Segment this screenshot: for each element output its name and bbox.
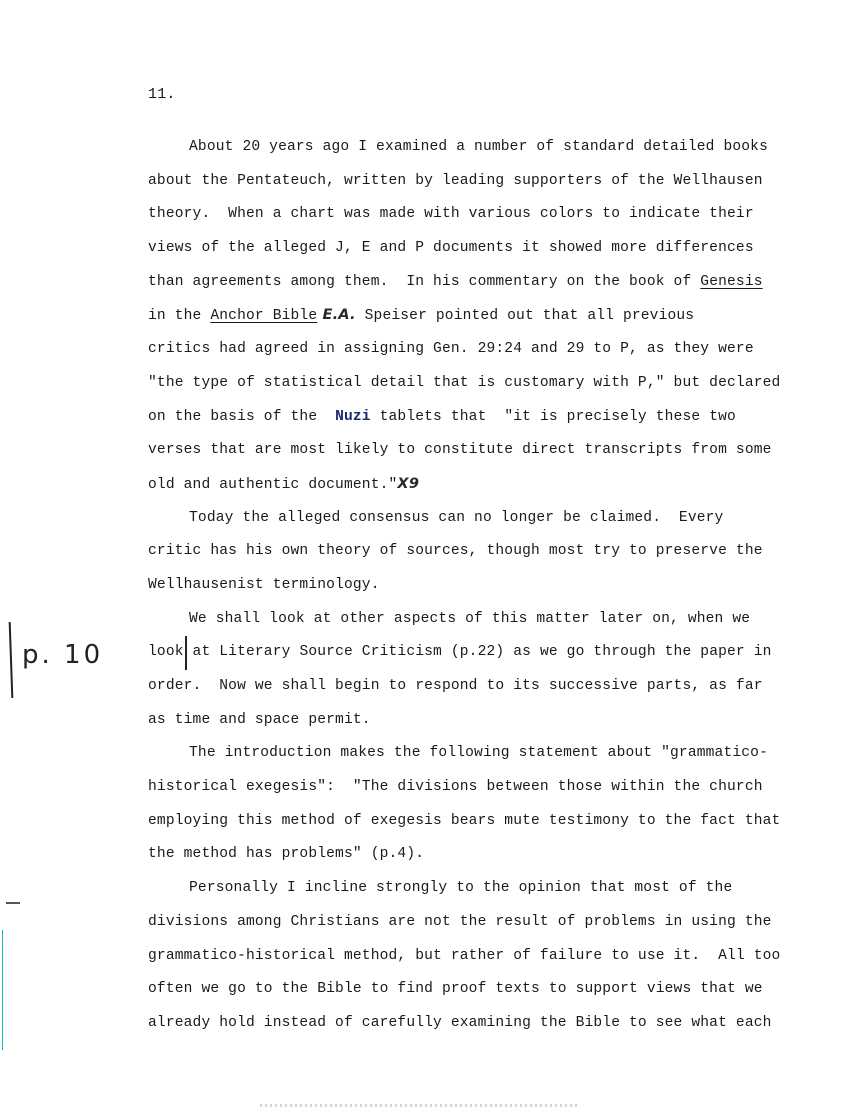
edge-line bbox=[2, 930, 3, 1050]
page-number: 11. bbox=[148, 86, 176, 103]
text-line bbox=[148, 403, 758, 437]
margin-note: p. 10 bbox=[22, 640, 104, 670]
text-line bbox=[148, 268, 763, 302]
margin-bracket bbox=[9, 622, 14, 698]
edge-mark bbox=[6, 902, 20, 904]
text-line: critic has his own theory of sources, though most try to preserve the bbox=[148, 543, 763, 560]
text-span: old and authentic document." bbox=[148, 476, 398, 493]
text-line: historical exegesis": "The divisions between those within the church bbox=[148, 779, 763, 796]
underlined-title: Anchor Bible bbox=[210, 308, 318, 325]
text-line: as time and space permit. bbox=[148, 711, 371, 728]
text-span: at Literary Source Criticism (p.22) as we go through the paper in bbox=[183, 644, 772, 661]
text-line: the method has problems" (p.4). bbox=[148, 846, 425, 863]
text-line: divisions among Christians are not the result of problems in using the bbox=[148, 913, 772, 930]
text-line bbox=[148, 470, 758, 504]
text-line: We shall look at other aspects of this matter later on, when we bbox=[189, 610, 751, 627]
text-line: already hold instead of carefully examining the Bible to see what each bbox=[148, 1014, 772, 1031]
handwritten-correction: E.A. bbox=[317, 306, 356, 324]
text-line bbox=[148, 638, 772, 672]
text-line: theory. When a chart was made with various colors to indicate their bbox=[148, 206, 754, 223]
underlined-title: Genesis bbox=[700, 273, 763, 290]
text-span: Speiser pointed out that all previous bbox=[355, 308, 695, 325]
handwritten-correction: Nuzi bbox=[335, 408, 371, 425]
text-span: look bbox=[148, 644, 184, 661]
text-line: grammatico-historical method, but rather of failure to use it. All too bbox=[148, 947, 781, 964]
text-span: than agreements among them. In his commentary on the book of bbox=[148, 273, 701, 290]
body-text bbox=[148, 133, 781, 1043]
text-span: tablets that "it is precisely these two bbox=[370, 408, 736, 425]
text-line: views of the alleged J, E and P documents it showed more differences bbox=[148, 240, 754, 257]
text-line: The introduction makes the following statement about "grammatico- bbox=[189, 745, 768, 762]
text-line: employing this method of exegesis bears mute testimony to the fact that bbox=[148, 812, 781, 829]
text-line: critics had agreed in assigning Gen. 29:24 and 29 to P, as they were bbox=[148, 341, 754, 358]
text-line: verses that are most likely to constitute direct transcripts from some bbox=[148, 442, 772, 459]
text-span: in the bbox=[148, 308, 211, 325]
text-line: About 20 years ago I examined a number of standard detailed books bbox=[189, 139, 768, 155]
text-line: Wellhausenist terminology. bbox=[148, 576, 380, 593]
text-line: Personally I incline strongly to the opinion that most of the bbox=[189, 880, 733, 897]
text-line: often we go to the Bible to find proof texts to support views that we bbox=[148, 981, 763, 998]
text-line: about the Pentateuch, written by leading supporters of the Wellhausen bbox=[148, 172, 763, 189]
footnote-mark: X9 bbox=[397, 474, 420, 492]
scan-smudge bbox=[260, 1104, 580, 1107]
text-span: on the basis of the bbox=[148, 408, 336, 425]
text-line: Today the alleged consensus can no longer be claimed. Every bbox=[189, 509, 724, 526]
text-line: "the type of statistical detail that is customary with P," but declared bbox=[148, 374, 781, 391]
text-line: order. Now we shall begin to respond to its successive parts, as far bbox=[148, 678, 763, 694]
text-line bbox=[148, 301, 758, 335]
